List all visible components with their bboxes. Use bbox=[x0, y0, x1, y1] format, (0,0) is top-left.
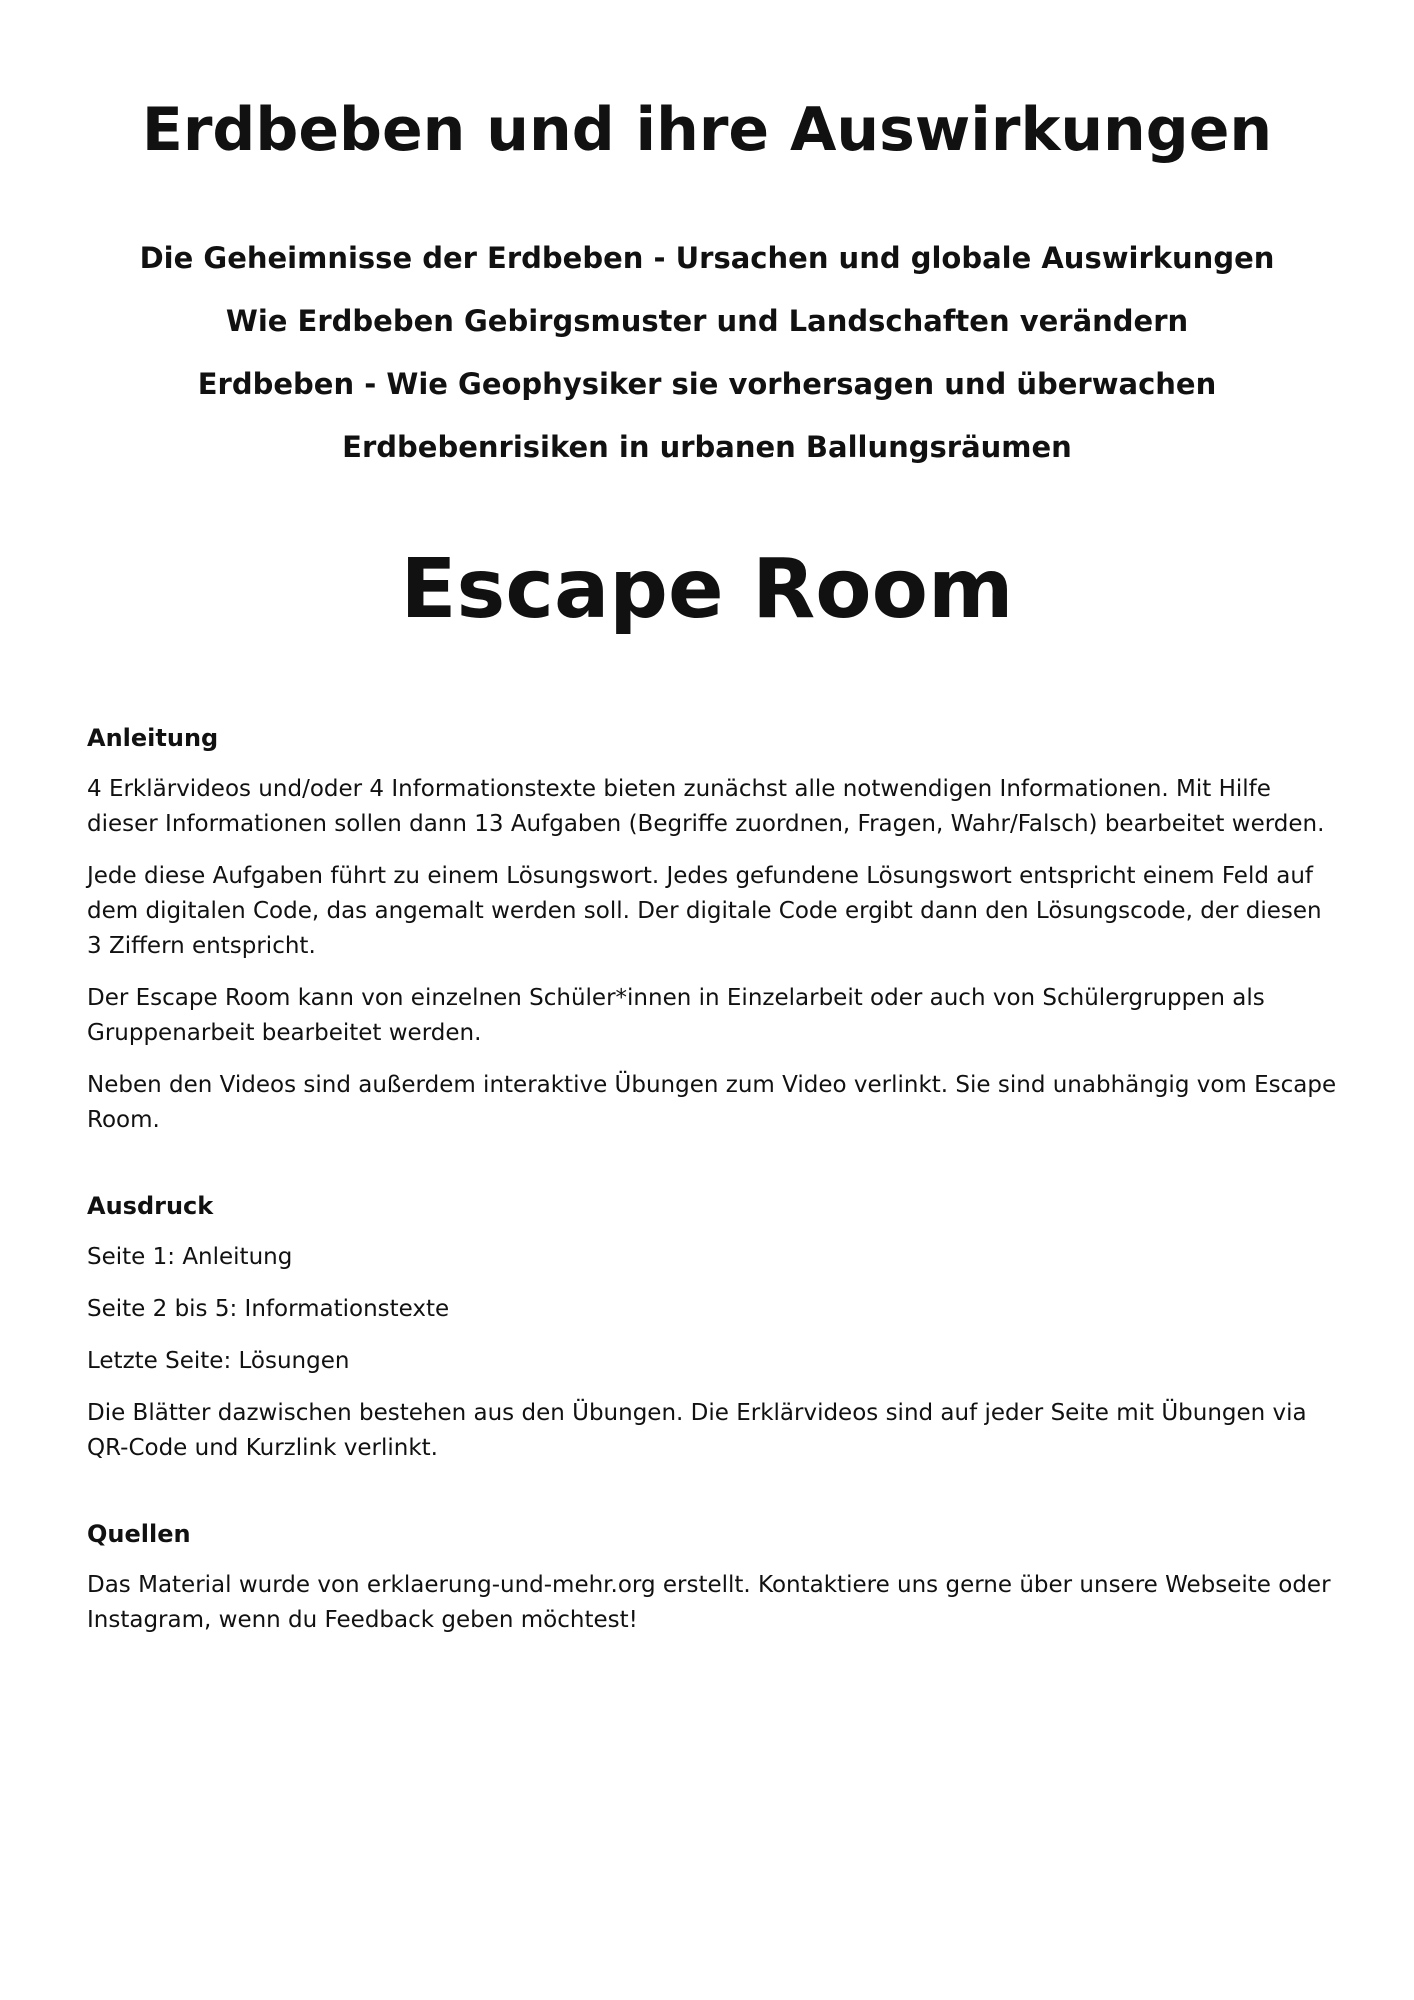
ausdruck-line-2: Seite 2 bis 5: Informationstexte bbox=[87, 1296, 450, 1322]
section-heading-ausdruck: Ausdruck bbox=[87, 1192, 214, 1220]
ausdruck-paragraph-4: Die Blätter dazwischen bestehen aus den Übungen. Die Erklärvideos sind auf jeder Seite mit Übungen via QR-Code und Kurzlink verlinkt. bbox=[87, 1400, 1307, 1461]
ausdruck-line-1: Seite 1: Anleitung bbox=[87, 1244, 293, 1270]
subtitle-list bbox=[0, 240, 1414, 492]
subtitle-4: Erdbebenrisiken in urbanen Ballungsräumen bbox=[342, 430, 1072, 464]
anleitung-paragraph-4: Neben den Videos sind außerdem interaktive Übungen zum Video verlinkt. Sie sind unabhängig vom Escape Room. bbox=[87, 1072, 1337, 1133]
section-heading-quellen: Quellen bbox=[87, 1520, 191, 1548]
document-title: Erdbeben und ihre Auswirkungen bbox=[141, 95, 1273, 165]
section-ausdruck bbox=[87, 1190, 1337, 1466]
subtitle-3: Erdbeben - Wie Geophysiker sie vorhersagen und überwachen bbox=[197, 367, 1217, 401]
section-anleitung bbox=[87, 722, 1337, 1138]
section-quellen bbox=[87, 1518, 1337, 1638]
section-heading-anleitung: Anleitung bbox=[87, 724, 219, 752]
escape-room-title: Escape Room bbox=[400, 542, 1014, 637]
anleitung-paragraph-3: Der Escape Room kann von einzelnen Schüler*innen in Einzelarbeit oder auch von Schülergruppen als Gruppenarbeit bearbeitet werden. bbox=[87, 985, 1265, 1046]
content-body bbox=[87, 722, 1337, 1655]
subtitle-1: Die Geheimnisse der Erdbeben - Ursachen und globale Auswirkungen bbox=[139, 241, 1275, 275]
anleitung-paragraph-2: Jede diese Aufgaben führt zu einem Lösungswort. Jedes gefundene Lösungswort entspricht einem Feld auf dem digitalen Code, das angemalt werden soll. Der digitale Code ergibt dann den Lösungscode, der diesen 3 Ziffern entspricht. bbox=[87, 863, 1322, 959]
subtitle-2: Wie Erdbeben Gebirgsmuster und Landschaften verändern bbox=[225, 304, 1189, 338]
ausdruck-line-3: Letzte Seite: Lösungen bbox=[87, 1348, 350, 1374]
quellen-paragraph-1: Das Material wurde von erklaerung-und-mehr.org erstellt. Kontaktiere uns gerne über unsere Webseite oder Instagram, wenn du Feedback geben möchtest! bbox=[87, 1572, 1331, 1633]
anleitung-paragraph-1: 4 Erklärvideos und/oder 4 Informationstexte bieten zunächst alle notwendigen Informationen. Mit Hilfe dieser Informationen sollen dann 13 Aufgaben (Begriffe zuordnen, Fragen, Wahr/Falsch) bearbeitet werden. bbox=[87, 776, 1325, 837]
